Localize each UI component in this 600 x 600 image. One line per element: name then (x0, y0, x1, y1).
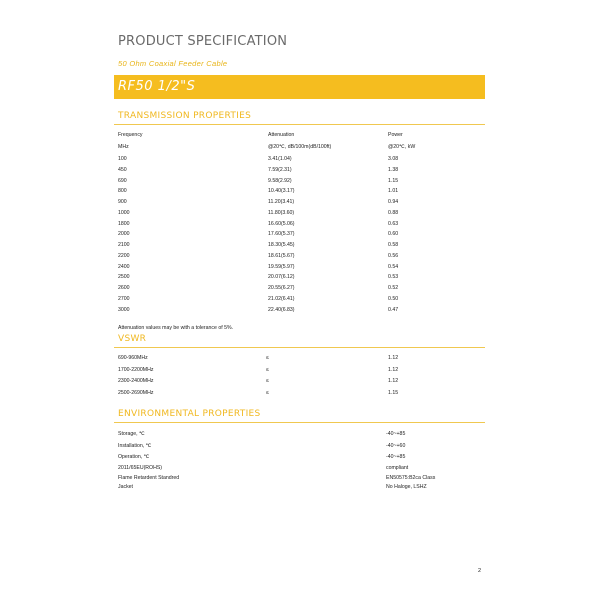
cell-frequency: 2600 (118, 285, 130, 291)
cell-frequency: 2700 (118, 296, 130, 302)
cell-frequency: 1000 (118, 210, 130, 216)
cell-power: 0.88 (388, 210, 399, 216)
cell-frequency: 690 (118, 178, 127, 184)
column-header-attenuation: Attenuation (268, 132, 295, 138)
vswr-value: 1.12 (388, 355, 399, 361)
cell-power: 0.63 (388, 221, 399, 227)
unit-attenuation: @20℃, dB/100m(dB/100ft) (268, 144, 332, 150)
env-property: Operation, ℃ (118, 454, 150, 460)
cell-attenuation: 11.80(3.60) (268, 210, 295, 216)
env-value: -40~+60 (386, 443, 406, 449)
cell-attenuation: 11.20(3.41) (268, 199, 295, 205)
cell-frequency: 1800 (118, 221, 130, 227)
cell-frequency: 800 (118, 188, 127, 194)
cell-attenuation: 16.60(5.06) (268, 221, 295, 227)
unit-frequency: MHz (118, 144, 129, 150)
env-value: -40~+85 (386, 431, 406, 437)
cell-frequency: 2400 (118, 264, 130, 270)
vswr-value: 1.12 (388, 367, 399, 373)
cell-attenuation: 10.40(3.17) (268, 188, 295, 194)
cell-attenuation: 22.40(6.83) (268, 307, 295, 313)
vswr-band: 690-960MHz (118, 355, 148, 361)
cell-power: 1.15 (388, 178, 399, 184)
cell-power: 0.94 (388, 199, 399, 205)
environmental-heading: ENVIRONMENTAL PROPERTIES (118, 409, 261, 419)
env-property: Installation, ℃ (118, 443, 152, 449)
cell-frequency: 2500 (118, 274, 130, 280)
vswr-value: 1.12 (388, 378, 399, 384)
cell-attenuation: 18.61(5.67) (268, 253, 295, 259)
env-value: -40~+85 (386, 454, 406, 460)
env-property: Jacket (118, 484, 133, 490)
cell-attenuation: 3.41(1.04) (268, 156, 292, 162)
cell-frequency: 2100 (118, 242, 130, 248)
attenuation-note: Attenuation values may be with a tolerance of 5%. (118, 325, 234, 331)
env-property: Flame Retardent Standred (118, 475, 180, 481)
cell-attenuation: 21.02(6.41) (268, 296, 295, 302)
cell-attenuation: 18.30(5.45) (268, 242, 295, 248)
vswr-operator: ≤ (266, 355, 269, 361)
cell-power: 3.08 (388, 156, 399, 162)
cell-power: 0.53 (388, 274, 399, 280)
env-value: No Haloge, LSHZ (386, 484, 427, 490)
product-subtitle: 50 Ohm Coaxial Feeder Cable (118, 59, 228, 68)
product-name: RF50 1/2"S (118, 79, 196, 94)
cell-attenuation: 9.58(2.92) (268, 178, 292, 184)
product-name-bar (114, 75, 485, 99)
env-value: EN50575:B2ca Class (386, 475, 436, 481)
transmission-divider (114, 124, 485, 125)
cell-frequency: 2200 (118, 253, 130, 259)
env-value: compliant (386, 465, 409, 471)
environmental-divider (114, 422, 485, 423)
page-number: 2 (478, 568, 482, 574)
cell-power: 0.47 (388, 307, 399, 313)
cell-attenuation: 20.07(6.12) (268, 274, 295, 280)
vswr-divider (114, 347, 485, 348)
cell-attenuation: 17.60(5.37) (268, 231, 295, 237)
cell-attenuation: 19.59(5.97) (268, 264, 295, 270)
column-header-power: Power (388, 132, 403, 138)
cell-frequency: 100 (118, 156, 127, 162)
vswr-value: 1.15 (388, 390, 399, 396)
column-header-frequency: Frequency (118, 132, 143, 138)
cell-power: 0.60 (388, 231, 399, 237)
cell-power: 0.52 (388, 285, 399, 291)
cell-frequency: 3000 (118, 307, 130, 313)
cell-attenuation: 7.59(2.31) (268, 167, 292, 173)
cell-power: 1.01 (388, 188, 399, 194)
unit-power: @20℃, kW (388, 144, 416, 150)
cell-frequency: 2000 (118, 231, 130, 237)
cell-power: 0.50 (388, 296, 399, 302)
env-property: 2011/65EU(ROHS) (118, 465, 163, 471)
transmission-heading: TRANSMISSION PROPERTIES (118, 111, 252, 121)
vswr-operator: ≤ (266, 378, 269, 384)
vswr-heading: VSWR (118, 334, 147, 344)
vswr-operator: ≤ (266, 367, 269, 373)
cell-power: 0.54 (388, 264, 399, 270)
cell-power: 0.56 (388, 253, 399, 259)
vswr-band: 2500-2690MHz (118, 390, 154, 396)
cell-power: 1.38 (388, 167, 399, 173)
vswr-band: 2300-2400MHz (118, 378, 154, 384)
document-title: PRODUCT SPECIFICATION (118, 34, 288, 49)
vswr-operator: ≤ (266, 390, 269, 396)
vswr-band: 1700-2200MHz (118, 367, 154, 373)
cell-frequency: 900 (118, 199, 127, 205)
cell-power: 0.58 (388, 242, 399, 248)
cell-attenuation: 20.55(6.27) (268, 285, 295, 291)
env-property: Storage, ℃ (118, 431, 145, 437)
cell-frequency: 450 (118, 167, 127, 173)
